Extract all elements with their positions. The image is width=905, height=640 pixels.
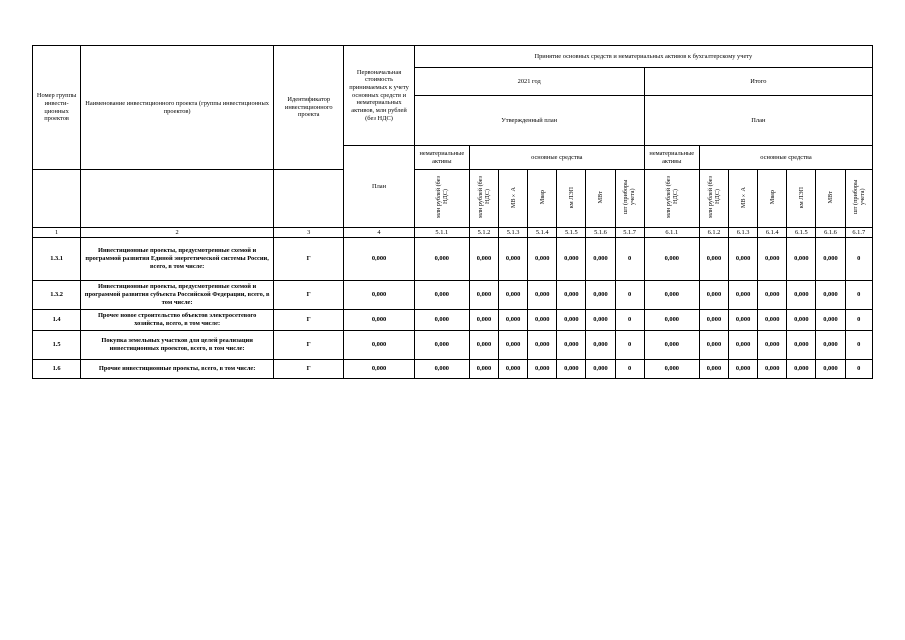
value-cell: 0,000	[787, 281, 816, 310]
unit-label: Мвар	[768, 190, 776, 205]
column-number: 5.1.3	[499, 228, 528, 238]
value-cell: 0	[845, 331, 872, 360]
value-cell: 0,000	[644, 331, 699, 360]
value-cell: 0,000	[499, 238, 528, 281]
unit-header	[816, 170, 845, 228]
acceptance-table	[32, 45, 873, 379]
value-cell: 0,000	[414, 310, 469, 331]
row-name: Прочие инвестиционные проекты, всего, в том числе:	[81, 360, 274, 379]
value-cell: 0,000	[557, 331, 586, 360]
value-cell: 0,000	[816, 310, 845, 331]
unit-header	[699, 170, 728, 228]
column-number: 5.1.6	[586, 228, 615, 238]
project-name-header: Наименование инвестиционного проекта (группы инвестиционных проектов)	[81, 46, 274, 170]
value-cell: 0,000	[469, 238, 498, 281]
group-number-header: Номер группы инвести-ционных проектов	[33, 46, 81, 170]
plan-header: План	[644, 96, 872, 146]
value-cell: 0,000	[787, 360, 816, 379]
column-number: 6.1.6	[816, 228, 845, 238]
row-plan: 0,000	[344, 238, 414, 281]
column-number: 5.1.1	[414, 228, 469, 238]
plan-cost-header: План	[344, 146, 414, 228]
value-cell: 0,000	[469, 331, 498, 360]
row-name: Инвестиционные проекты, предусмотренные схемой и программой развития субъекта Российской Федерации, всего, в том числе:	[81, 281, 274, 310]
fixed-assets-header-2021: основные средства	[469, 146, 644, 170]
table-row	[33, 331, 873, 360]
value-cell: 0,000	[816, 331, 845, 360]
column-number: 4	[344, 228, 414, 238]
total-header: Итого	[644, 68, 872, 96]
intangible-header-total: нематериальные активы	[644, 146, 699, 170]
year-header: 2021 год	[414, 68, 644, 96]
value-cell: 0,000	[758, 331, 787, 360]
value-cell: 0,000	[758, 281, 787, 310]
unit-header	[729, 170, 758, 228]
value-cell: 0,000	[729, 281, 758, 310]
value-cell: 0,000	[644, 310, 699, 331]
unit-header	[528, 170, 557, 228]
column-number: 6.1.1	[644, 228, 699, 238]
value-cell: 0,000	[528, 360, 557, 379]
value-cell: 0,000	[499, 360, 528, 379]
empty-cell	[33, 170, 81, 228]
row-number: 1.5	[33, 331, 81, 360]
initial-cost-header: Первоначальная стоимость принимаемых к учету основных средств и нематериальных активов, млн рублей (без НДС)	[344, 46, 414, 146]
value-cell: 0,000	[758, 238, 787, 281]
value-cell: 0	[845, 281, 872, 310]
value-cell: 0,000	[499, 281, 528, 310]
column-number: 6.1.4	[758, 228, 787, 238]
value-cell: 0,000	[528, 281, 557, 310]
value-cell: 0,000	[729, 310, 758, 331]
value-cell: 0,000	[644, 281, 699, 310]
unit-label: млн рублей (без НДС)	[706, 176, 721, 219]
value-cell: 0,000	[787, 310, 816, 331]
value-cell: 0,000	[414, 238, 469, 281]
row-id: Г	[274, 331, 344, 360]
unit-label: МВт	[826, 190, 834, 204]
empty-cell	[81, 170, 274, 228]
column-number: 5.1.4	[528, 228, 557, 238]
value-cell: 0,000	[528, 238, 557, 281]
column-number: 2	[81, 228, 274, 238]
value-cell: 0,000	[816, 360, 845, 379]
unit-label: МВ×А	[739, 186, 747, 208]
row-id: Г	[274, 360, 344, 379]
fixed-assets-header-total: основные средства	[699, 146, 872, 170]
row-name: Прочее новое строительство объектов электросетевого хозяйства, всего, в том числе:	[81, 310, 274, 331]
row-id: Г	[274, 238, 344, 281]
value-cell: 0,000	[699, 238, 728, 281]
value-cell: 0,000	[469, 360, 498, 379]
value-cell: 0	[615, 310, 644, 331]
value-cell: 0,000	[586, 238, 615, 281]
unit-header	[414, 170, 469, 228]
table-row	[33, 360, 873, 379]
value-cell: 0,000	[816, 238, 845, 281]
value-cell: 0,000	[699, 360, 728, 379]
value-cell: 0,000	[469, 281, 498, 310]
column-number: 6.1.3	[729, 228, 758, 238]
value-cell: 0,000	[729, 360, 758, 379]
value-cell: 0,000	[586, 310, 615, 331]
column-number: 5.1.2	[469, 228, 498, 238]
row-name: Покупка земельных участков для целей реализации инвестиционных проектов, всего, в том числе:	[81, 331, 274, 360]
column-number: 5.1.5	[557, 228, 586, 238]
table-row	[33, 281, 873, 310]
value-cell: 0	[615, 238, 644, 281]
value-cell: 0,000	[758, 310, 787, 331]
acceptance-title: Принятие основных средств и нематериальных активов к бухгалтерскому учету	[414, 46, 872, 68]
value-cell: 0,000	[586, 360, 615, 379]
unit-header	[845, 170, 872, 228]
row-number: 1.3.2	[33, 281, 81, 310]
value-cell: 0,000	[729, 238, 758, 281]
table-row	[33, 310, 873, 331]
row-id: Г	[274, 310, 344, 331]
unit-header	[557, 170, 586, 228]
column-number: 3	[274, 228, 344, 238]
unit-label: МВт	[596, 190, 604, 204]
unit-header	[644, 170, 699, 228]
value-cell: 0,000	[586, 281, 615, 310]
empty-cell	[274, 170, 344, 228]
value-cell: 0,000	[787, 331, 816, 360]
value-cell: 0,000	[729, 331, 758, 360]
row-number: 1.4	[33, 310, 81, 331]
value-cell: 0,000	[699, 310, 728, 331]
unit-label: шт (приборы учета)	[851, 180, 866, 215]
value-cell: 0,000	[586, 331, 615, 360]
column-number: 6.1.5	[787, 228, 816, 238]
intangible-header-2021: нематериальные активы	[414, 146, 469, 170]
unit-header	[615, 170, 644, 228]
value-cell: 0,000	[469, 310, 498, 331]
value-cell: 0	[615, 331, 644, 360]
unit-label: Мвар	[538, 190, 546, 205]
value-cell: 0,000	[414, 360, 469, 379]
value-cell: 0,000	[699, 331, 728, 360]
value-cell: 0,000	[557, 238, 586, 281]
row-number: 1.3.1	[33, 238, 81, 281]
value-cell: 0,000	[644, 360, 699, 379]
value-cell: 0,000	[816, 281, 845, 310]
row-plan: 0,000	[344, 310, 414, 331]
value-cell: 0,000	[644, 238, 699, 281]
row-number: 1.6	[33, 360, 81, 379]
column-number: 6.1.2	[699, 228, 728, 238]
unit-label: млн рублей (без НДС)	[476, 176, 491, 219]
value-cell: 0,000	[499, 331, 528, 360]
value-cell: 0,000	[557, 310, 586, 331]
unit-header	[499, 170, 528, 228]
approved-plan-header: Утвержденный план	[414, 96, 644, 146]
value-cell: 0	[845, 238, 872, 281]
unit-header	[758, 170, 787, 228]
value-cell: 0,000	[414, 281, 469, 310]
column-number: 1	[33, 228, 81, 238]
column-number: 6.1.7	[845, 228, 872, 238]
value-cell: 0	[615, 281, 644, 310]
value-cell: 0,000	[758, 360, 787, 379]
value-cell: 0,000	[557, 360, 586, 379]
value-cell: 0,000	[499, 310, 528, 331]
value-cell: 0,000	[528, 310, 557, 331]
unit-label: МВ×А	[509, 186, 517, 208]
value-cell: 0,000	[699, 281, 728, 310]
unit-label: шт (приборы учета)	[622, 180, 637, 215]
unit-header	[586, 170, 615, 228]
table-row	[33, 238, 873, 281]
unit-label: км ЛЭП	[567, 186, 575, 208]
unit-label: млн рублей (без НДС)	[434, 176, 449, 219]
value-cell: 0	[615, 360, 644, 379]
project-id-header: Идентификатор инвестиционного проекта	[274, 46, 344, 170]
row-plan: 0,000	[344, 331, 414, 360]
unit-header	[469, 170, 498, 228]
unit-label: км ЛЭП	[797, 186, 805, 208]
row-id: Г	[274, 281, 344, 310]
value-cell: 0	[845, 360, 872, 379]
column-number: 5.1.7	[615, 228, 644, 238]
value-cell: 0,000	[528, 331, 557, 360]
row-name: Инвестиционные проекты, предусмотренные схемой и программой развития Единой энергетической системы России, всего, в том числе:	[81, 238, 274, 281]
row-plan: 0,000	[344, 360, 414, 379]
unit-header	[787, 170, 816, 228]
row-plan: 0,000	[344, 281, 414, 310]
value-cell: 0,000	[414, 331, 469, 360]
value-cell: 0	[845, 310, 872, 331]
value-cell: 0,000	[787, 238, 816, 281]
unit-label: млн рублей (без НДС)	[664, 176, 679, 219]
value-cell: 0,000	[557, 281, 586, 310]
